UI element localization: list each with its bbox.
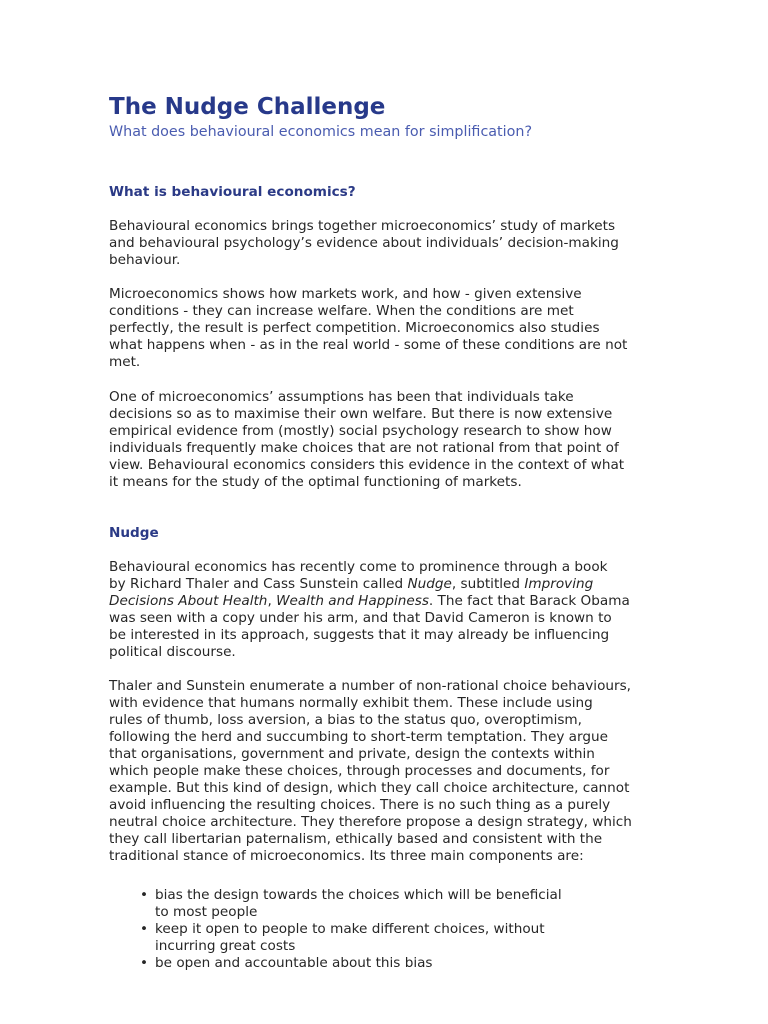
paragraph-assumptions — [109, 389, 624, 491]
text-line: traditional stance of microeconomics. Its three main components are: — [109, 848, 584, 864]
paragraph-choice-behaviours — [109, 678, 632, 865]
text-line: Thaler and Sunstein enumerate a number of non-rational choice behaviours, — [109, 678, 631, 694]
text-line: be open and accountable about this bias — [155, 955, 433, 971]
paragraph-microeconomics — [109, 286, 627, 371]
text-line: view. Behavioural economics considers this evidence in the context of what — [109, 457, 625, 473]
book-subtitle: Decisions About Health — [109, 593, 268, 609]
text-line: Behavioural economics has recently come to prominence through a book — [109, 559, 608, 575]
text-run: , — [267, 593, 277, 609]
page-subtitle: What does behavioural economics mean for simplification? — [109, 124, 533, 140]
book-title-nudge: Nudge — [407, 576, 452, 592]
text-line: bias the design towards the choices which will be beneficial — [155, 887, 562, 903]
text-line: Behavioural economics brings together microeconomics’ study of markets — [109, 218, 616, 234]
text-line: which people make these choices, through processes and documents, for — [109, 763, 610, 779]
text-line: individuals frequently make choices that are not rational from that point of — [109, 440, 619, 456]
text-line — [109, 593, 630, 610]
text-line: avoid influencing the resulting choices. There is no such thing as a purely — [109, 797, 611, 813]
text-line: empirical evidence from (mostly) social psychology research to show how — [109, 423, 612, 439]
text-run: , subtitled — [451, 576, 525, 592]
text-line: met. — [109, 354, 141, 370]
text-line: it means for the study of the optimal functioning of markets. — [109, 474, 522, 490]
text-line: rules of thumb, loss aversion, a bias to the status quo, overoptimism, — [109, 712, 582, 728]
text-line: following the herd and succumbing to short-term temptation. They argue — [109, 729, 608, 745]
text-line: decisions so as to maximise their own welfare. But there is now extensive — [109, 406, 613, 422]
text-line — [109, 576, 630, 593]
text-line: behaviour. — [109, 252, 181, 268]
text-line: they call libertarian paternalism, ethically based and consistent with the — [109, 831, 603, 847]
page-title: The Nudge Challenge — [109, 94, 386, 120]
text-run: . The fact that Barack Obama — [428, 593, 630, 609]
text-line: that organisations, government and private, design the contexts within — [109, 746, 595, 762]
list-item — [140, 887, 562, 921]
section-heading-nudge: Nudge — [109, 525, 159, 541]
text-line: what happens when - as in the real world - some of these conditions are not — [109, 337, 628, 353]
text-line: perfectly, the result is perfect competition. Microeconomics also studies — [109, 320, 600, 336]
text-line: was seen with a copy under his arm, and that David Cameron is known to — [109, 610, 612, 626]
components-list — [140, 887, 562, 972]
text-line: with evidence that humans normally exhibit them. These include using — [109, 695, 593, 711]
bullet-icon: • — [140, 955, 149, 971]
bullet-icon: • — [140, 921, 149, 937]
text-line: neutral choice architecture. They therefore propose a design strategy, which — [109, 814, 632, 830]
book-subtitle: Improving — [524, 576, 594, 592]
bullet-icon: • — [140, 887, 149, 903]
text-line: incurring great costs — [155, 938, 296, 954]
book-subtitle: Wealth and Happiness — [276, 593, 429, 609]
paragraph-intro — [109, 218, 619, 269]
list-item — [140, 921, 562, 955]
text-line: Microeconomics shows how markets work, and how - given extensive — [109, 286, 582, 302]
text-line: political discourse. — [109, 644, 236, 660]
text-line: example. But this kind of design, which they call choice architecture, cannot — [109, 780, 630, 796]
text-run: by Richard Thaler and Cass Sunstein called — [109, 576, 408, 592]
list-item — [140, 955, 562, 972]
section-heading-behavioural-economics: What is behavioural economics? — [109, 184, 356, 200]
text-line: One of microeconomics’ assumptions has been that individuals take — [109, 389, 574, 405]
text-line: to most people — [155, 904, 258, 920]
text-line: keep it open to people to make different choices, without — [155, 921, 545, 937]
text-line: be interested in its approach, suggests that it may already be influencing — [109, 627, 610, 643]
paragraph-nudge-book — [109, 559, 630, 661]
text-line: conditions - they can increase welfare. When the conditions are met — [109, 303, 574, 319]
text-line: and behavioural psychology’s evidence about individuals’ decision-making — [109, 235, 619, 251]
